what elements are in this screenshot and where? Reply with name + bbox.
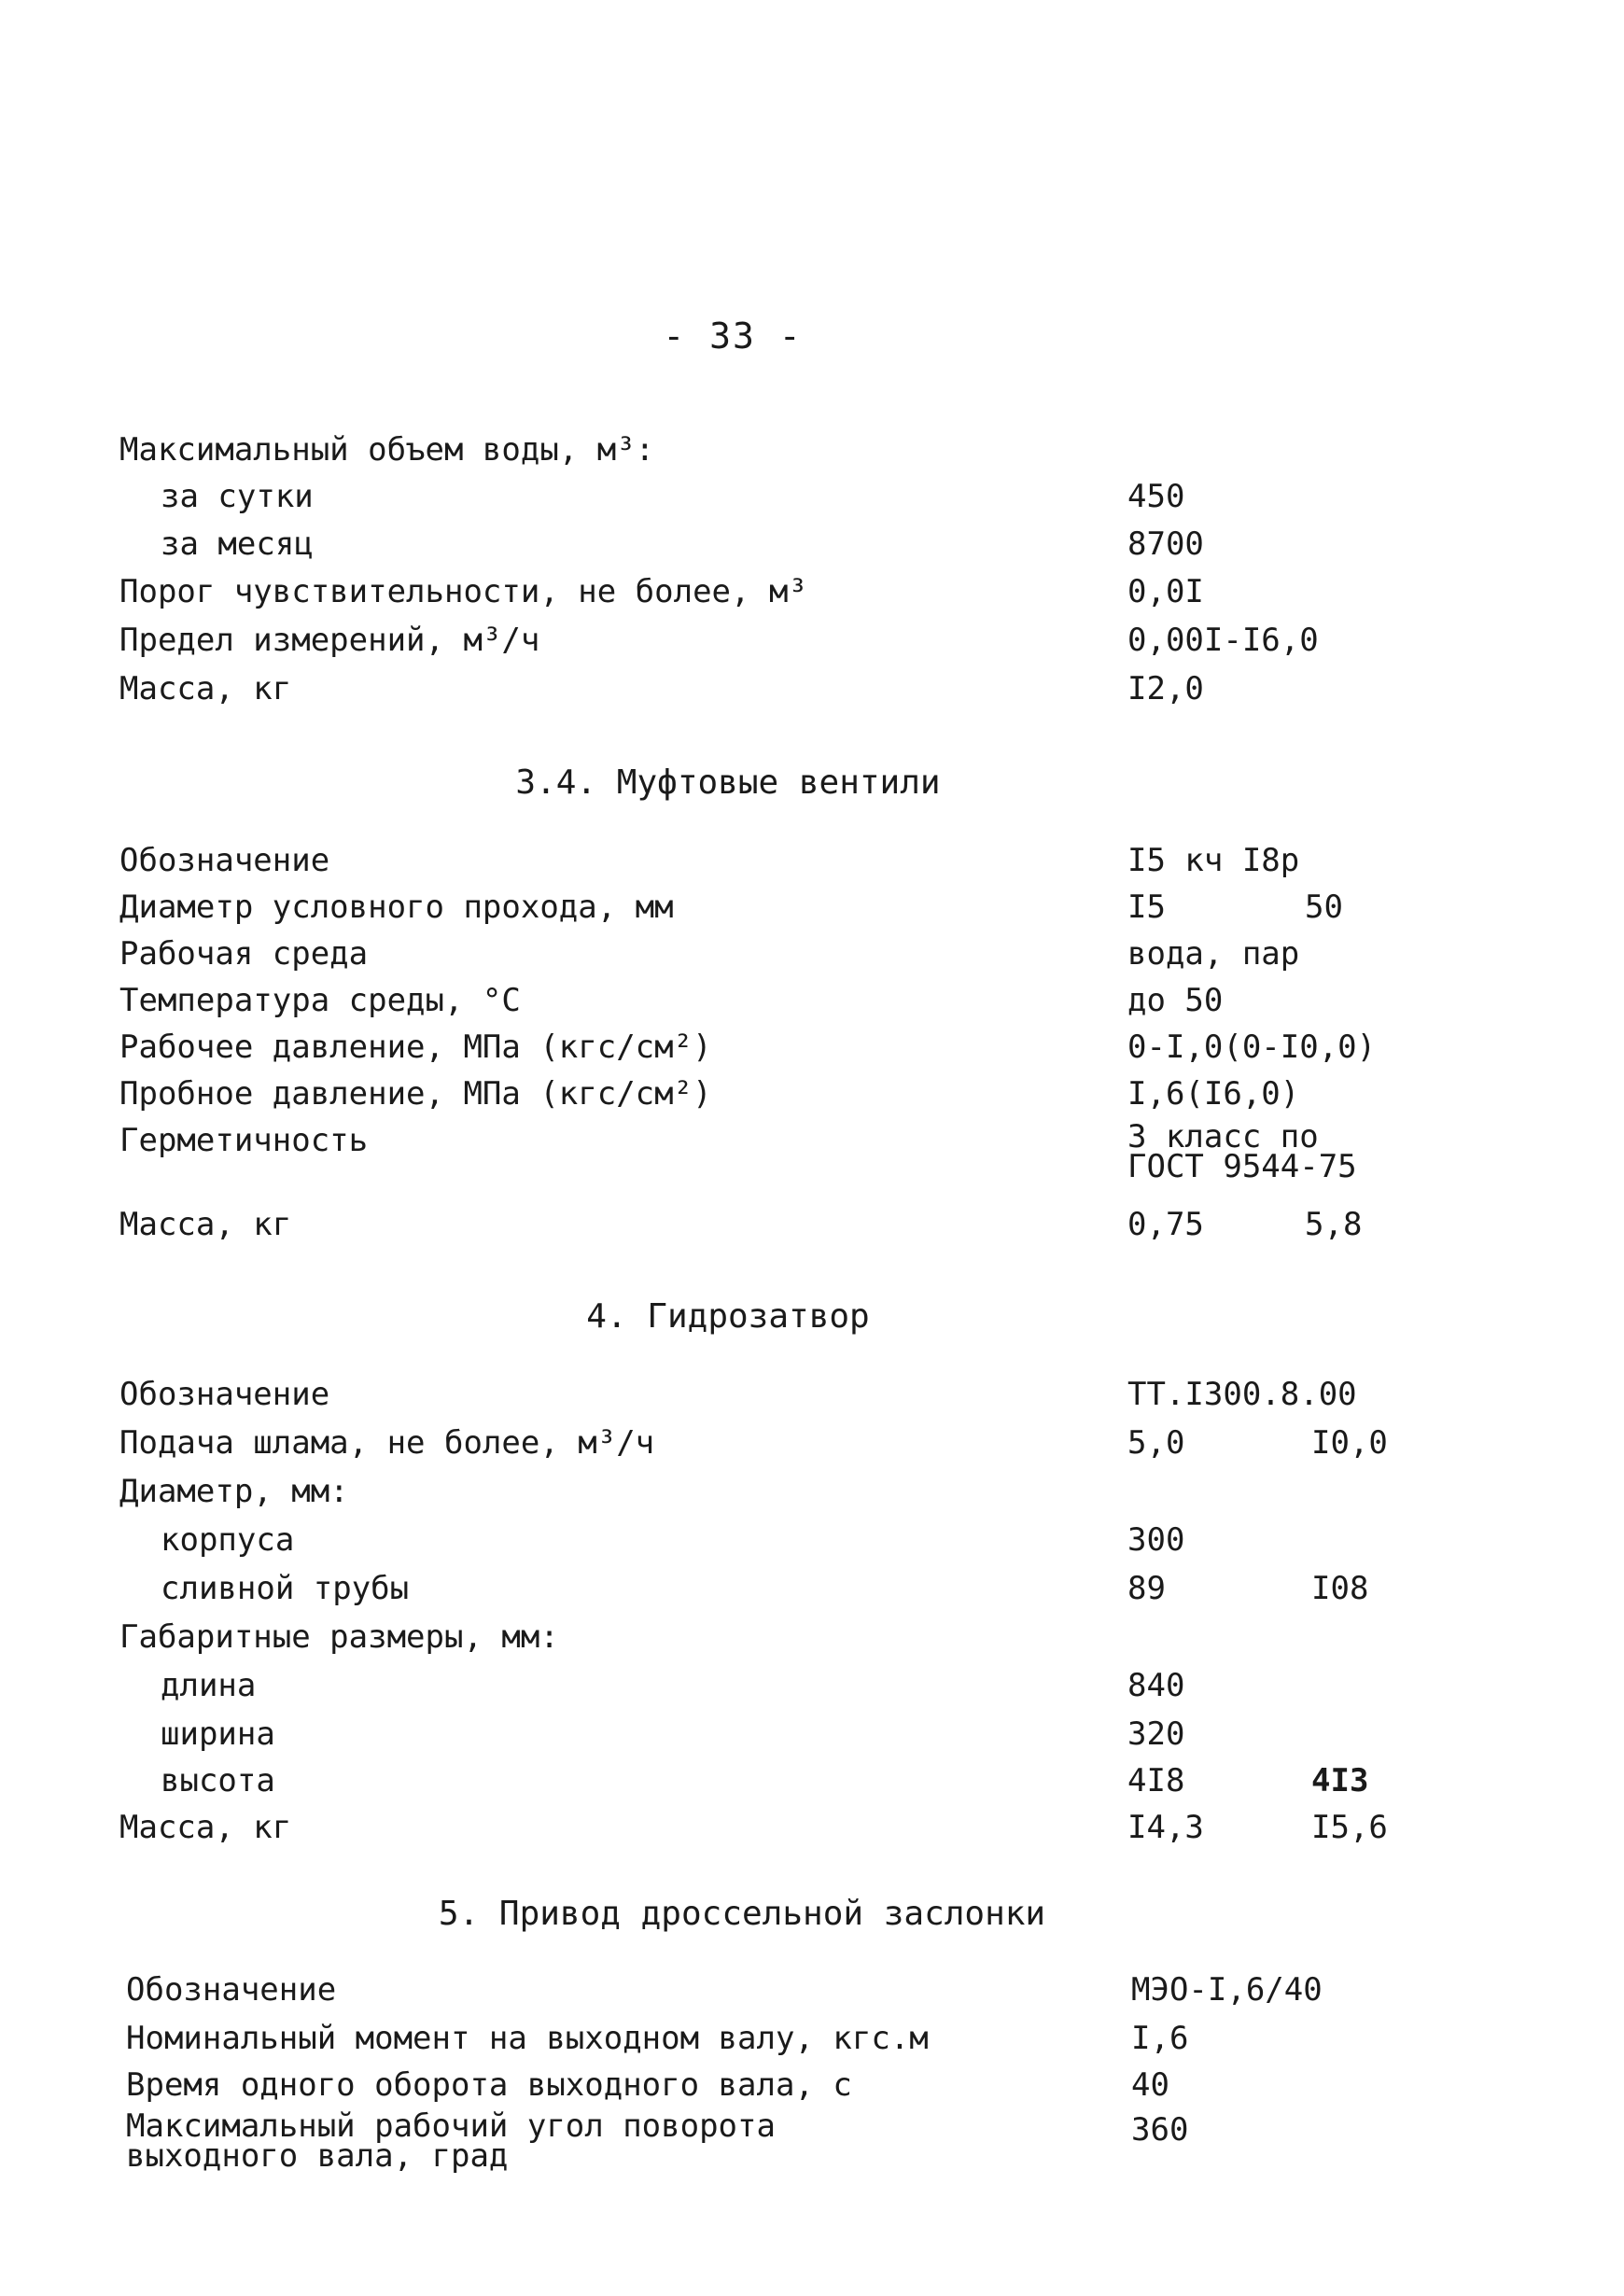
spec-label: Температура среды, °С bbox=[119, 982, 521, 1019]
spec-label: Подача шлама, не более, м³/ч bbox=[119, 1424, 655, 1462]
spec-row bbox=[0, 1029, 1624, 1077]
spec-row bbox=[0, 1667, 1624, 1715]
spec-label: Пробное давление, МПа (кгс/см²) bbox=[119, 1075, 712, 1113]
spec-value-2: 4I3 bbox=[1311, 1762, 1369, 1799]
spec-row bbox=[0, 573, 1624, 622]
spec-row bbox=[0, 1376, 1624, 1424]
spec-label: Обозначение bbox=[119, 1376, 330, 1413]
spec-label: Масса, кг bbox=[119, 1809, 292, 1846]
spec-row bbox=[0, 842, 1624, 890]
spec-value: I4,3 bbox=[1127, 1809, 1204, 1846]
spec-value-2: 5,8 bbox=[1305, 1206, 1363, 1243]
spec-value: 300 bbox=[1127, 1521, 1185, 1559]
spec-label: ширина bbox=[161, 1715, 275, 1753]
spec-value-line: ГОСТ 9544-75 bbox=[1127, 1148, 1357, 1185]
spec-label: Номинальный момент на выходном валу, кгс.м bbox=[126, 2020, 929, 2057]
spec-label: за месяц bbox=[161, 525, 314, 563]
spec-value: 450 bbox=[1127, 478, 1185, 515]
spec-row bbox=[0, 670, 1624, 719]
spec-row bbox=[0, 431, 1624, 480]
spec-value: 5,0 bbox=[1127, 1424, 1185, 1462]
spec-row bbox=[0, 1521, 1624, 1570]
spec-label: Максимальный объем воды, м³: bbox=[119, 431, 655, 469]
spec-value bbox=[1127, 1118, 1357, 1185]
spec-label: за сутки bbox=[161, 478, 314, 515]
spec-row bbox=[0, 525, 1624, 574]
section-title: 3.4. Муфтовые вентили bbox=[515, 763, 941, 802]
spec-row bbox=[0, 1570, 1624, 1618]
spec-row bbox=[0, 622, 1624, 670]
spec-value-line: 3 класс по bbox=[1127, 1118, 1319, 1155]
spec-label: Время одного оборота выходного вала, с bbox=[126, 2066, 852, 2104]
spec-value: 0,75 bbox=[1127, 1206, 1204, 1243]
spec-value: МЭО-I,6/40 bbox=[1131, 1971, 1323, 2009]
spec-value: 0-I,0(0-I0,0) bbox=[1127, 1029, 1377, 1066]
spec-value: 0,00I-I6,0 bbox=[1127, 622, 1319, 659]
spec-row bbox=[0, 1762, 1624, 1811]
spec-row bbox=[0, 1971, 1624, 2020]
spec-row bbox=[0, 1075, 1624, 1124]
spec-value: 40 bbox=[1131, 2066, 1169, 2104]
spec-row bbox=[0, 1473, 1624, 1521]
spec-value: I,6 bbox=[1131, 2020, 1189, 2057]
spec-label: корпуса bbox=[161, 1521, 295, 1559]
spec-value-2: I0,0 bbox=[1311, 1424, 1388, 1462]
spec-label: сливной трубы bbox=[161, 1570, 410, 1607]
spec-label: Предел измерений, м³/ч bbox=[119, 622, 540, 659]
spec-value: I2,0 bbox=[1127, 670, 1204, 707]
spec-row bbox=[0, 1715, 1624, 1764]
spec-value: I,6(I6,0) bbox=[1127, 1075, 1300, 1113]
spec-value: 360 bbox=[1131, 2111, 1189, 2149]
spec-label bbox=[126, 2107, 776, 2175]
spec-value-2: I5,6 bbox=[1311, 1809, 1388, 1846]
spec-label: Габаритные размеры, мм: bbox=[119, 1618, 559, 1656]
spec-label: длина bbox=[161, 1667, 257, 1704]
spec-value: 840 bbox=[1127, 1667, 1185, 1704]
spec-label: Диаметр, мм: bbox=[119, 1473, 349, 1510]
spec-value: 8700 bbox=[1127, 525, 1204, 563]
spec-label: Рабочее давление, МПа (кгс/см²) bbox=[119, 1029, 712, 1066]
spec-label-line: Максимальный рабочий угол поворота bbox=[126, 2107, 776, 2145]
spec-value-2: 50 bbox=[1305, 889, 1343, 926]
spec-label: Порог чувствительности, не более, м³ bbox=[119, 573, 807, 610]
spec-label: Рабочая среда bbox=[119, 935, 369, 973]
spec-value: 320 bbox=[1127, 1715, 1185, 1753]
spec-value: до 50 bbox=[1127, 982, 1224, 1019]
spec-row bbox=[0, 889, 1624, 937]
spec-value: I5 кч I8р bbox=[1127, 842, 1300, 879]
section-title: 4. Гидрозатвор bbox=[586, 1297, 870, 1336]
spec-row bbox=[0, 478, 1624, 526]
spec-row bbox=[0, 1118, 1624, 1197]
spec-row bbox=[0, 1206, 1624, 1254]
spec-label: Диаметр условного прохода, мм bbox=[119, 889, 674, 926]
spec-label: Масса, кг bbox=[119, 1206, 292, 1243]
spec-value: I5 bbox=[1127, 889, 1166, 926]
spec-value: 89 bbox=[1127, 1570, 1166, 1607]
spec-row bbox=[0, 2107, 1624, 2195]
spec-label: Обозначение bbox=[119, 842, 330, 879]
spec-label: Герметичность bbox=[119, 1122, 369, 1159]
spec-value: 4I8 bbox=[1127, 1762, 1185, 1799]
section-title: 5. Привод дроссельной заслонки bbox=[438, 1895, 1046, 1933]
spec-row bbox=[0, 1618, 1624, 1667]
spec-value: 0,0I bbox=[1127, 573, 1204, 610]
spec-value: вода, пар bbox=[1127, 935, 1300, 973]
spec-row bbox=[0, 1424, 1624, 1473]
spec-row bbox=[0, 935, 1624, 984]
spec-value-2: I08 bbox=[1311, 1570, 1369, 1607]
spec-row bbox=[0, 982, 1624, 1030]
spec-label: высота bbox=[161, 1762, 275, 1799]
spec-row bbox=[0, 1809, 1624, 1857]
spec-value: ТТ.I300.8.00 bbox=[1127, 1376, 1357, 1413]
spec-row bbox=[0, 2020, 1624, 2068]
spec-label: Масса, кг bbox=[119, 670, 292, 707]
spec-label-line: выходного вала, град bbox=[126, 2137, 509, 2175]
spec-label: Обозначение bbox=[126, 1971, 337, 2009]
page-number: - 33 - bbox=[663, 315, 803, 357]
